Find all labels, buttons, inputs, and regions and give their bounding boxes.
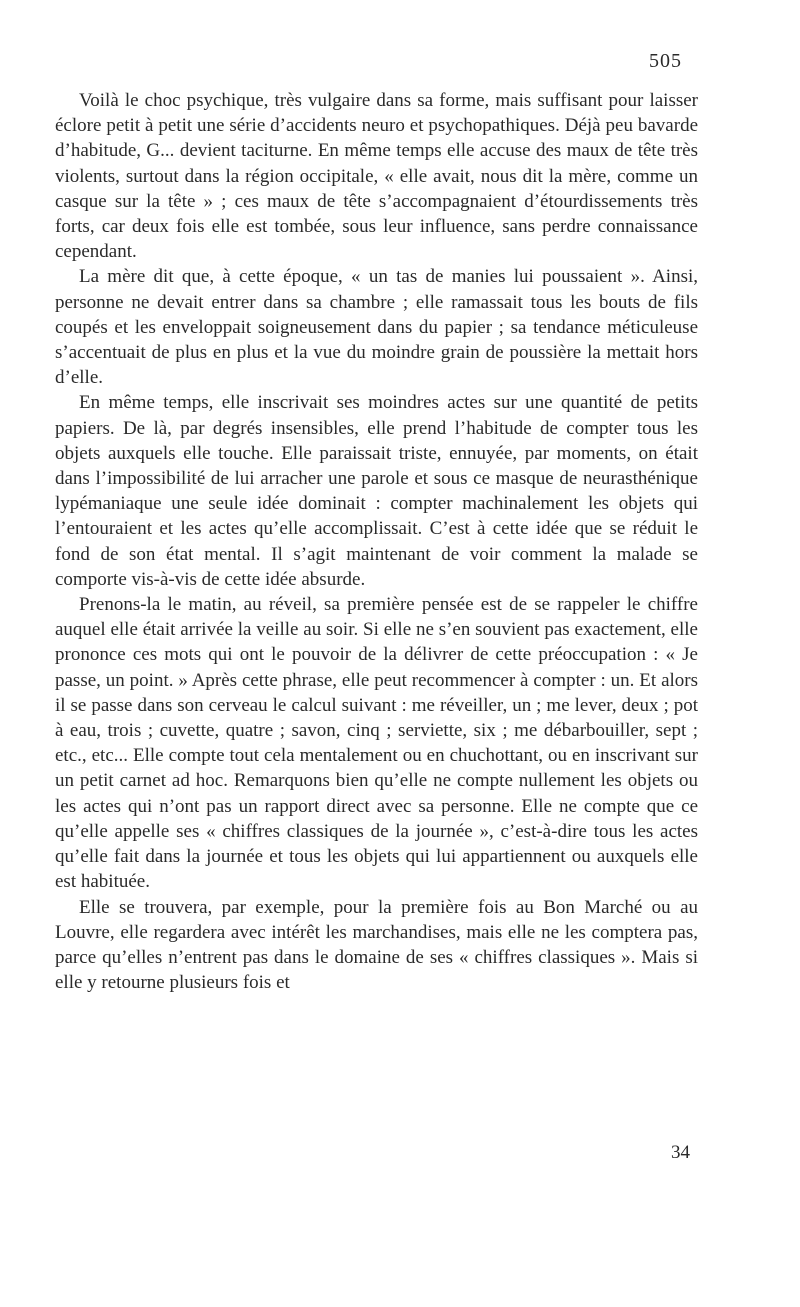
paragraph: La mère dit que, à cette époque, « un tas de manies lui poussaient ». Ainsi, personne ne devait entrer dans sa chambre ; elle ramassait tous les bouts de fils coupés et les enveloppait soigneusement dans du papier ; sa tendance méticuleuse s’accentuait de plus en plus et la vue du moindre grain de poussière la mettait hors d’elle. (55, 266, 698, 389)
paragraph: Voilà le choc psychique, très vulgaire dans sa forme, mais suffisant pour laisser éclore petit à petit une série d’accidents neuro et psychopathiques. Déjà peu bavarde d’habitude, G... devient taciturne. En même temps elle accuse des maux de tête très violents, surtout dans la région occipitale, « elle avait, nous dit la mère, comme un casque sur la tête » ; ces maux de tête s’accompagnaient d’étourdissements très forts, car deux fois elle est tombée, sous leur influence, sans perdre connaissance cependant. (55, 90, 698, 263)
paragraph: Prenons-la le matin, au réveil, sa première pensée est de se rappeler le chiffre auquel elle était arrivée la veille au soir. Si elle ne s’en souvient pas exactement, elle prononce ces mots qui ont le pouvoir de la délivrer de cette préoccupation : « Je passe, un point. » Après cette phrase, elle peut recommencer à compter : un. Et alors il se passe dans son cerveau le calcul suivant : me réveiller, un ; me lever, deux ; pot à eau, trois ; cuvette, quatre ; savon, cinq ; serviette, six ; me débarbouiller, sept ; etc., etc... Elle compte tout cela mentalement ou en chuchottant, ou en inscrivant sur un petit carnet ad hoc. Remarquons bien qu’elle ne compte nullement les objets ou les actes qui n’ont pas un rapport direct avec sa personne. Elle ne compte que ce qu’elle appelle ses « chiffres classiques de la journée », c’est-à-dire tous les actes qu’elle fait dans la journée et tous les objets qui lui appartiennent ou auxquels elle est habituée. (55, 594, 698, 893)
signature-mark: 34 (671, 1142, 690, 1163)
body-text (55, 88, 698, 995)
paragraph: Elle se trouvera, par exemple, pour la première fois au Bon Marché ou au Louvre, elle regardera avec intérêt les marchandises, mais elle ne les comptera pas, parce qu’elles n’entrent pas dans le domaine de ses « chiffres classiques ». Mais si elle y retourne plusieurs fois et (55, 896, 698, 994)
page-number: 505 (649, 50, 682, 72)
paragraph: En même temps, elle inscrivait ses moindres actes sur une quantité de petits papiers. De là, par degrés insensibles, elle prend l’habitude de compter tous les objets auxquels elle touche. Elle paraissait triste, ennuyée, par moments, on était dans l’impossibilité de lui arracher une parole et sous ce masque de neurasthénique lypémaniaque une seule idée dominait : compter machinalement les objets qui l’entouraient et les actes qu’elle accomplissait. C’est à cette idée que se réduit le fond de son état mental. Il s’agit maintenant de voir comment la malade se comporte vis-à-vis de cette idée absurde. (55, 392, 698, 590)
